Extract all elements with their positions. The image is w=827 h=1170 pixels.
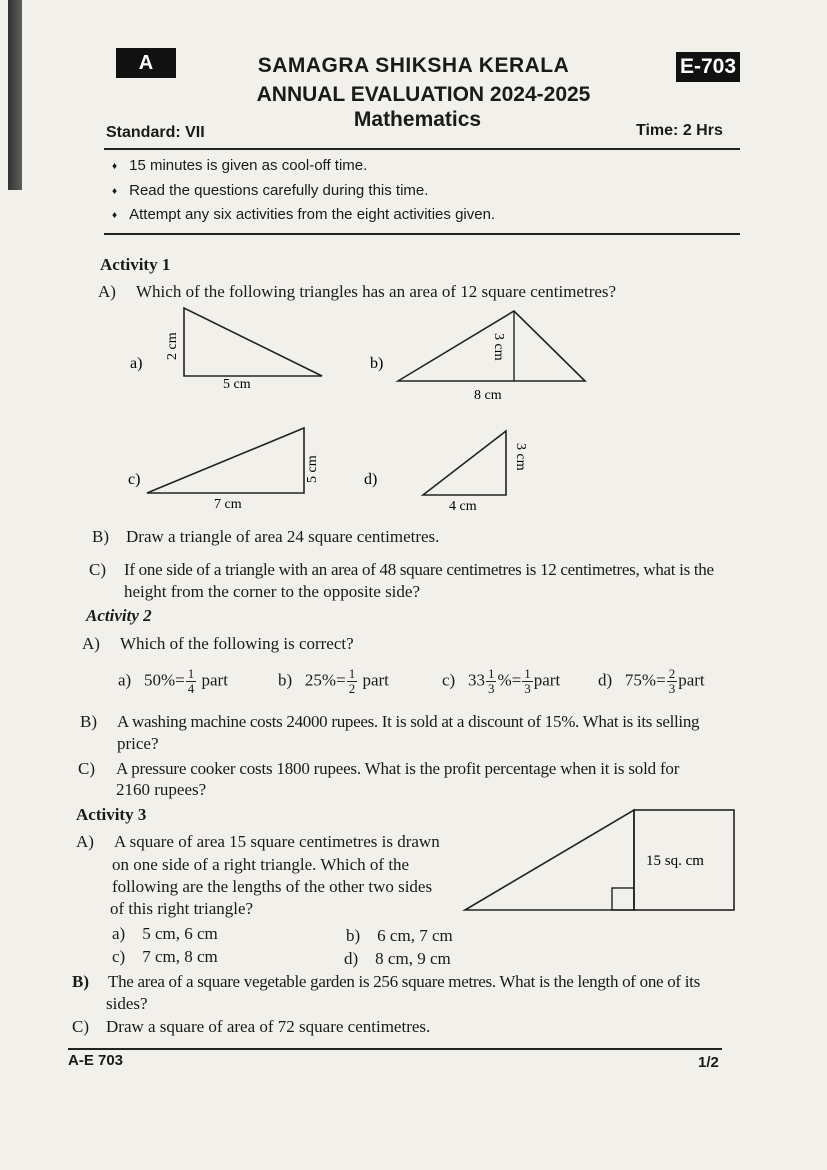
activity3-option-d: d) 8 cm, 9 cm	[344, 949, 451, 968]
activity1-title: Activity 1	[100, 255, 171, 274]
activity2-b-line2: price?	[117, 734, 159, 753]
activity3-a-line4: of this right triangle?	[110, 899, 254, 918]
triangle-a	[184, 308, 322, 376]
activity1-b-text: Draw a triangle of area 24 square centimetres.	[126, 527, 440, 546]
footer-page-number: 1/2	[698, 1054, 719, 1071]
activity3-a-label: A)	[76, 832, 94, 851]
activity3-a-line2: on one side of a right triangle. Which of the	[112, 855, 410, 874]
instruction-3: ♦ Attempt any six activities from the eight activities given.	[112, 206, 495, 223]
triangle-d-height: 3 cm	[513, 443, 528, 471]
triangle-a-label: a)	[130, 355, 143, 372]
activity3-b-line2: sides?	[106, 994, 148, 1013]
exam-title: ANNUAL EVALUATION 2024-2025	[256, 83, 591, 106]
activity3-c-label: C)	[72, 1017, 89, 1036]
triangle-d	[423, 431, 506, 495]
activity2-option-c: c) 33 $\frac{1}{3}$ %= $\frac{1}{3}$ part	[442, 666, 561, 696]
activity3-a-line3: following are the lengths of the other two sides	[112, 877, 433, 896]
instruction-1: ♦ 15 minutes is given as cool-off time.	[112, 157, 367, 174]
activity2-option-a: a) 50%= $\frac{1}{4}$ part	[118, 666, 228, 696]
triangle-b-base: 8 cm	[474, 388, 502, 403]
triangle-a-base: 5 cm	[223, 377, 251, 392]
triangle-d-label: d)	[364, 471, 378, 488]
activity2-b-label: B)	[80, 712, 97, 731]
activity2-a-label: A)	[82, 634, 100, 653]
activity2-title: Activity 2	[86, 606, 152, 625]
triangle-c-label: c)	[128, 471, 141, 488]
triangle-b-label: b)	[370, 355, 384, 372]
triangle-b-height: 3 cm	[491, 333, 506, 361]
triangle-a-height: 2 cm	[165, 332, 180, 360]
exam-code-badge: E-703	[676, 52, 740, 82]
activity1-c-line2: height from the corner to the opposite side?	[124, 582, 420, 601]
triangle-c	[147, 428, 304, 493]
activity1-a-text: Which of the following triangles has an area of 12 square centimetres?	[136, 282, 617, 301]
triangle-d-base: 4 cm	[449, 499, 477, 514]
instruction-2: ♦ Read the questions carefully during this time.	[112, 182, 428, 199]
activity2-option-d: d) 75%= $\frac{2}{3}$ part	[598, 666, 705, 696]
activity1-b-label: B)	[92, 527, 109, 546]
activity3-option-c: c) 7 cm, 8 cm	[112, 947, 218, 966]
time-label: Time: 2 Hrs	[636, 122, 723, 139]
square-area-label: 15 sq. cm	[646, 853, 704, 869]
footer-code: A-E 703	[68, 1052, 124, 1069]
activity3-option-a: a) 5 cm, 6 cm	[112, 924, 218, 943]
activity3-square-triangle-figure	[460, 805, 750, 915]
right-angle-mark	[612, 888, 634, 910]
activity3-b-label: B)	[72, 972, 89, 991]
org-title: SAMAGRA SHIKSHA KERALA	[257, 54, 570, 77]
activity2-b-line1: A washing machine costs 24000 rupees. It is sold at a discount of 15%. What is its selling	[117, 712, 700, 731]
activity3-title: Activity 3	[76, 805, 147, 824]
activity3-c-text: Draw a square of area of 72 square centimetres.	[106, 1017, 431, 1036]
set-badge: A	[116, 48, 176, 78]
activity1-a-label: A)	[98, 282, 116, 301]
activity2-c-line2: 2160 rupees?	[116, 780, 207, 799]
subject-title: Mathematics	[353, 108, 482, 131]
activity1-c-label: C)	[89, 560, 106, 579]
activity2-option-b: b) 25%= $\frac{1}{2}$ part	[278, 666, 389, 696]
standard-label: Standard: VII	[106, 124, 205, 141]
activity3-a-line1: A square of area 15 square centimetres is drawn	[114, 832, 440, 851]
triangle-c-base: 7 cm	[214, 497, 242, 512]
activity1-triangles-figure	[0, 0, 827, 540]
right-triangle	[465, 810, 634, 910]
triangle-c-height: 5 cm	[305, 455, 320, 483]
activity3-option-b: b) 6 cm, 7 cm	[346, 926, 453, 945]
activity1-c-line1: If one side of a triangle with an area of 48 square centimetres is 12 centimetres, what is the	[124, 560, 714, 579]
activity2-c-line1: A pressure cooker costs 1800 rupees. What is the profit percentage when it is sold for	[116, 759, 680, 778]
activity2-c-label: C)	[78, 759, 95, 778]
footer-rule	[68, 1048, 722, 1050]
activity3-b-line1: The area of a square vegetable garden is 256 square metres. What is the length of one of its	[108, 972, 700, 991]
activity2-a-text: Which of the following is correct?	[120, 634, 354, 653]
